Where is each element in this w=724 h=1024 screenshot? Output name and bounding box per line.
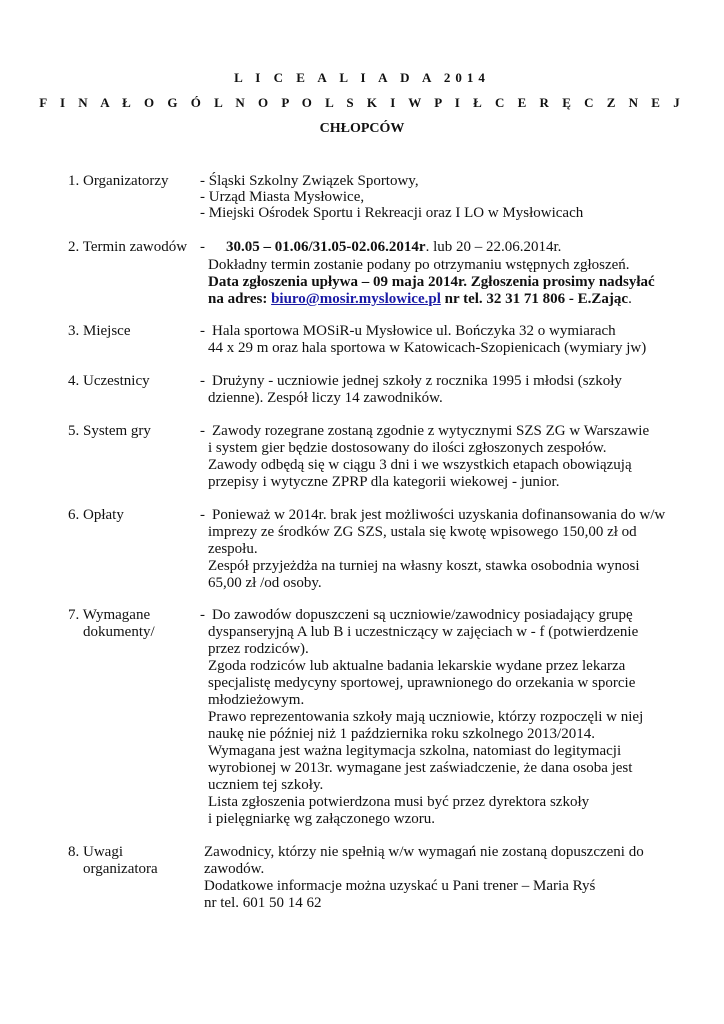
section-5-line: Zawody rozegrane zostaną zgodnie z wytycznymi SZS ZG w Warszawie (212, 423, 650, 439)
section-7-line: naukę nie później niż 1 października roku szkolnego 2013/2014. (208, 726, 595, 742)
section-1-line: - Urząd Miasta Mysłowice, (200, 189, 365, 205)
section-7-line: Zgoda rodziców lub aktualne badania lekarskie wydane przez lekarza (208, 658, 626, 674)
section-8-line: Zawodnicy, którzy nie spełnią w/w wymagań nie zostaną dopuszczeni do (204, 844, 644, 860)
doc-subtitle: F I N A Ł O G Ó L N O P O L S K I W P I Ł C E R Ę C Z N E J (39, 95, 685, 110)
section-7-line: i pielęgniarkę wg załączonego wzoru. (208, 811, 435, 827)
section-8-line: nr tel. 601 50 14 62 (204, 895, 322, 911)
period: . (628, 291, 632, 307)
section-3-line: 44 x 29 m oraz hala sportowa w Katowicach-Szopienicach (wymiary jw) (208, 340, 647, 356)
section-7-line: Wymagana jest ważna legitymacja szkolna, natomiast do legitymacji (208, 743, 622, 759)
section-1-label: 1. Organizatorzy (68, 173, 169, 189)
section-7-line: młodzieżowym. (208, 692, 305, 708)
section-6-line: imprezy ze środków ZG SZS, ustala się kwotę wpisowego 150,00 zł od (208, 524, 637, 540)
doc-title: L I C E A L I A D A 2014 (234, 70, 490, 85)
date-range: 30.05 – 01.06/31.05-02.06.2014r (226, 239, 426, 255)
section-3-dash: - (200, 323, 205, 339)
section-7-line: Prawo reprezentowania szkoły mają uczniowie, którzy rozpoczęli w niej (208, 709, 644, 725)
section-4-line: dzienne). Zespół liczy 14 zawodników. (208, 390, 443, 406)
section-7-label: dokumenty/ (83, 624, 155, 640)
section-5-line: i system gier będzie dostosowany do ilości zgłoszonych zespołów. (208, 440, 607, 456)
section-7-line: wyrobionej w 2013r. wymagane jest zaświadczenie, że dana osoba jest (208, 760, 633, 776)
section-4-label: 4. Uczestnicy (68, 373, 150, 389)
section-4-line: Drużyny - uczniowie jednej szkoły z rocznika 1995 i młodsi (szkoły (212, 373, 622, 389)
section-7-line: Lista zgłoszenia potwierdzona musi być przez dyrektora szkoły (208, 794, 590, 810)
section-6-line: 65,00 zł /od osoby. (208, 575, 322, 591)
section-8-label: organizatora (83, 861, 158, 877)
section-6-dash: - (200, 507, 205, 523)
section-8-label: 8. Uwagi (68, 844, 123, 860)
section-3-line: Hala sportowa MOSiR-u Mysłowice ul. Bończyka 32 o wymiarach (212, 323, 616, 339)
section-2-line (226, 238, 561, 256)
section-6-label: 6. Opłaty (68, 507, 124, 523)
section-2-contact (208, 290, 632, 308)
address-label: na adres: (208, 291, 272, 307)
section-8-line: zawodów. (204, 861, 265, 877)
section-6-line: Zespół przyjeżdża na turniej na własny koszt, stawka osobodnia wynosi (208, 558, 640, 574)
section-4-dash: - (200, 373, 205, 389)
section-2-line: Data zgłoszenia upływa – 09 maja 2014r. Zgłoszenia prosimy nadsyłać (208, 274, 655, 290)
phone-contact: nr tel. 32 31 71 806 - E.Zając (440, 291, 629, 307)
section-7-dash: - (200, 607, 205, 623)
section-5-line: Zawody odbędą się w ciągu 3 dni i we wszystkich etapach obowiązują (208, 457, 632, 473)
section-7-line: uczniem tej szkoły. (208, 777, 324, 793)
section-6-line: zespołu. (208, 541, 258, 557)
date-alt: . lub 20 – 22.06.2014r. (425, 239, 562, 255)
section-8-line: Dodatkowe informacje można uzyskać u Pani trener – Maria Ryś (204, 878, 596, 894)
section-7-label: 7. Wymagane (68, 607, 151, 623)
section-5-label: 5. System gry (68, 423, 151, 439)
section-1-line: - Śląski Szkolny Związek Sportowy, (200, 173, 419, 189)
section-1-line: - Miejski Ośrodek Sportu i Rekreacji oraz I LO w Mysłowicach (200, 205, 584, 221)
doc-category: CHŁOPCÓW (319, 121, 405, 136)
section-3-label: 3. Miejsce (68, 323, 131, 339)
section-7-line: dyspanseryjną A lub B i uczestniczący w zajęciach w - f (potwierdzenie (208, 624, 639, 640)
section-5-line: przepisy i wytyczne ZPRP dla kategorii wiekowej - junior. (208, 474, 560, 490)
section-6-line: Ponieważ w 2014r. brak jest możliwości uzyskania dofinansowania do w/w (212, 507, 666, 523)
section-7-line: przez rodziców). (208, 641, 309, 657)
section-2-dash: - (200, 239, 205, 255)
email-link[interactable]: biuro@mosir.myslowice.pl (271, 291, 441, 307)
section-2-line: Dokładny termin zostanie podany po otrzymaniu wstępnych zgłoszeń. (208, 257, 630, 273)
section-7-line: Do zawodów dopuszczeni są uczniowie/zawodnicy posiadający grupę (212, 607, 633, 623)
section-7-line: specjalistę medycyny sportowej, uprawnionego do orzekania w sporcie (208, 675, 636, 691)
section-5-dash: - (200, 423, 205, 439)
section-2-label: 2. Termin zawodów (68, 239, 188, 255)
